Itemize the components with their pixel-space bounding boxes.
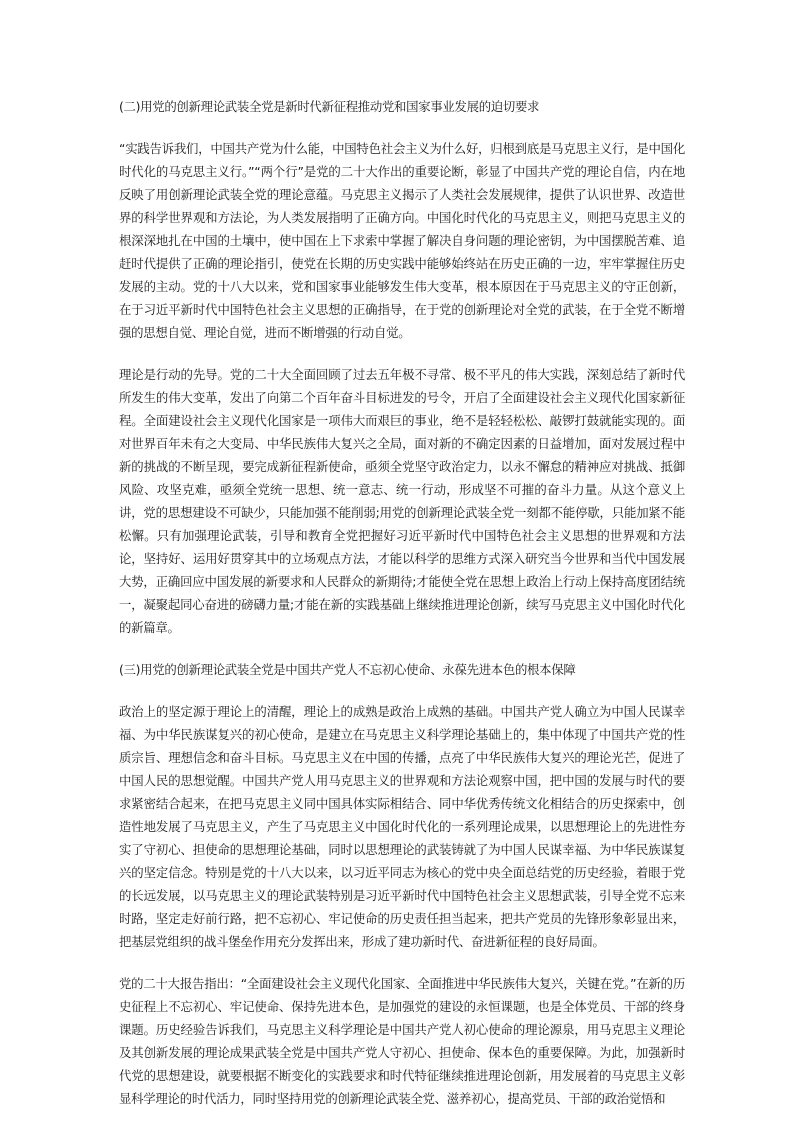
document-body <box>119 95 685 1129</box>
body-paragraph: 政治上的坚定源于理论上的清醒，理论上的成熟是政治上成熟的基础。中国共产党人确立为中国人民谋幸福、为中华民族谋复兴的初心使命，是建立在马克思主义科学理论基础上的，集中体现了中国共产党的性质宗旨、理想信念和奋斗目标。马克思主义在中国的传播，点亮了中华民族伟大复兴的理论光芒，促进了中国人民的思想觉醒。中国共产党人用马克思主义的世界观和方法论观察中国，把中国的发展与时代的要求紧密结合起来，在把马克思主义同中国具体实际相结合、同中华优秀传统文化相结合的历史探索中，创造性地发展了马克思主义，产生了马克思主义中国化时代化的一系列理论成果，以思想理论上的先进性夯实了守初心、担使命的思想理论基础，同时以思想理论的武装铸就了为中国人民谋幸福、为中华民族谋复兴的坚定信念。特别是党的十八大以来，以习近平同志为核心的党中央全面总结党的历史经验，着眼于党的长远发展，以马克思主义的理论武装特别是习近平新时代中国特色社会主义思想武装，引导全党不忘来时路，坚定走好前行路，把不忘初心、牢记使命的历史责任担当起来，把共产党员的先锋形象彰显出来，把基层党组织的战斗堡垒作用充分发挥出来，形成了建功新时代、奋进新征程的良好局面。 <box>119 704 685 949</box>
body-paragraph: 党的二十大报告指出：“全面建设社会主义现代化国家、全面推进中华民族伟大复兴，关键在党。”在新的历史征程上不忘初心、牢记使命、保持先进本色，是加强党的建设的永恒课题，也是全体党员、干部的终身课题。历史经验告诉我们，马克思主义科学理论是中国共产党人初心使命的理论源泉，用马克思主义理论及其创新发展的理论成果武装全党是中国共产党人守初心、担使命、保本色的重要保障。为此，加强新时代党的思想建设，就要根据不断变化的实践要求和时代特征继续推进理论创新，用发展着的马克思主义彰显科学理论的时代活力，同时坚持用党的创新理论武装全党、滋养初心，提高党员、干部的政治觉悟和 <box>119 976 685 1106</box>
section-heading-3: (三)用党的创新理论武装全党是中国共产党人不忘初心使命、永葆先进本色的根本保障 <box>119 662 576 677</box>
section-heading-2: (二)用党的创新理论武装全党是新时代新征程推动党和国家事业发展的迫切要求 <box>119 99 540 114</box>
body-paragraph: 理论是行动的先导。党的二十大全面回顾了过去五年极不寻常、极不平凡的伟大实践，深刻总结了新时代所发生的伟大变革，发出了向第二个百年奋斗目标进发的号令，开启了全面建设社会主义现代化国家新征程。全面建设社会主义现代化国家是一项伟大而艰巨的事业，绝不是轻轻松松、敲锣打鼓就能实现的。面对世界百年未有之大变局、中华民族伟大复兴之全局，面对新的不确定因素的日益增加，面对发展过程中新的挑战的不断呈现，要完成新征程新使命，亟须全党坚守政治定力，以永不懈怠的精神应对挑战、抵御风险、攻坚克难，亟须全党统一思想、统一意志、统一行动，形成坚不可摧的奋斗力量。从这个意义上讲，党的思想建设不可缺少，只能加强不能削弱;用党的创新理论武装全党一刻都不能停歇，只能加紧不能松懈。只有加强理论武装，引导和教育全党把握好习近平新时代中国特色社会主义思想的世界观和方法论，坚持好、运用好贯穿其中的立场观点方法，才能以科学的思维方式深入研究当今世界和当代中国发展大势，正确回应中国发展的新要求和人民群众的新期待;才能使全党在思想上政治上行动上保持高度团结统一，凝聚起同心奋进的磅礴力量;才能在新的实践基础上继续推进理论创新，续写马克思主义中国化时代化的新篇章。 <box>119 367 685 635</box>
body-paragraph: “实践告诉我们，中国共产党为什么能，中国特色社会主义为什么好，归根到底是马克思主义行，是中国化时代化的马克思主义行。”“两个行”是党的二十大作出的重要论断，彰显了中国共产党的理论自信，内在地反映了用创新理论武装全党的理论意蕴。马克思主义揭示了人类社会发展规律，提供了认识世界、改造世界的科学世界观和方法论，为人类发展指明了正确方向。中国化时代化的马克思主义，则把马克思主义的根深深地扎在中国的土壤中，使中国在上下求索中掌握了解决自身问题的理论密钥，为中国摆脱苦难、追赶时代提供了正确的理论指引，使党在长期的历史实践中能够始终站在历史正确的一边，牢牢掌握住历史发展的主动。党的十八大以来，党和国家事业能够发生伟大变革，根本原因在于马克思主义的守正创新，在于习近平新时代中国特色社会主义思想的正确指导，在于党的创新理论对全党的武装，在于全党不断增强的思想自觉、理论自觉，进而不断增强的行动自觉。 <box>119 141 685 340</box>
